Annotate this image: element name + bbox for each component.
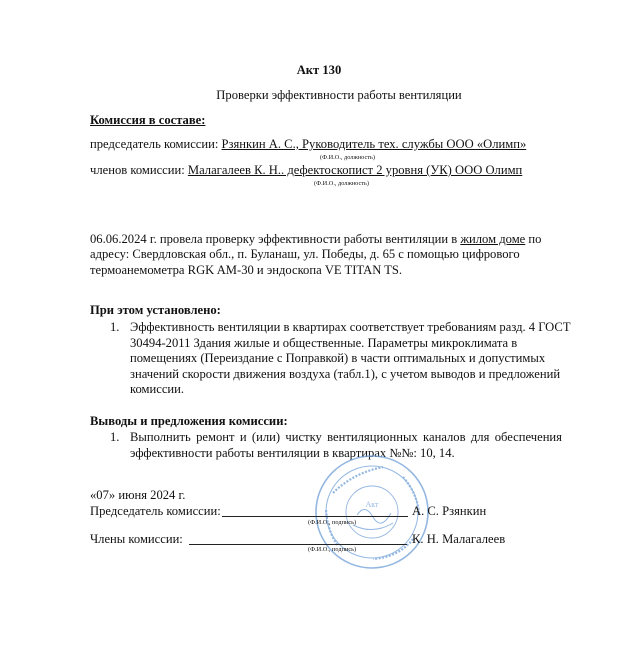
act-title: Акт 130 [296,63,342,77]
chair-signature-line [222,516,408,517]
chair-caption: (Ф.И.О., должность) [320,154,375,161]
chair-prefix: председатель комиссии: [90,137,222,151]
members-caption: (Ф.И.О., должность) [314,180,369,187]
members-signature-label: Члены комиссии: [90,532,183,546]
members-signature-name: К. Н. Малагалеев [412,532,506,546]
chair-line [90,137,526,152]
findings-line: Эффективность вентиляции в квартирах соответствует требованиям разд. 4 ГОСТ [130,320,571,334]
findings-line: значений скорости движения воздуха (табл.1), с учетом выводов и предложений [130,366,561,381]
findings-item [110,320,590,400]
intro-line-3: термоанемометра RGK AM-30 и эндоскопа VE TITAN TS. [90,263,403,277]
findings-item-body [130,320,571,398]
members-line [90,163,522,178]
conclusions-heading: Выводы и предложения комиссии: [90,414,288,428]
findings-line: комиссии. [130,382,185,396]
conclusions-item-number: 1. [110,430,120,444]
stamp-center-ring [346,486,398,538]
findings-item-number: 1. [110,320,120,334]
intro-line-1 [90,232,541,247]
intro-line-2: адресу: Свердловская обл., п. Буланаш, ул. Победы, д. 65 с помощью цифрового [90,247,520,261]
act-subtitle: Проверки эффективности работы вентиляции [216,88,462,102]
intro-line1-before: 06.06.2024 г. провела проверку эффективности работы вентиляции в [90,232,461,246]
members-value: Малагалеев К. Н.. дефектоскопист 2 уровня (УК) ООО Олимп [187,163,523,177]
members-signature-caption: (Ф.И.О., подпись) [308,546,357,553]
intro-line1-after: по [525,232,542,246]
signature-date: «07» июня 2024 г. [90,488,186,502]
stamp-center-text: Акт [365,500,379,509]
conclusions-line: эффективности работы вентиляции в квартирах №№: 10, 14. [130,445,455,460]
chair-signature-caption: (Ф.И.О., подпись) [308,519,357,526]
findings-line: 30494-2011 Здания жилые и общественные. Параметры микроклимата в [130,335,518,350]
findings-heading: При этом установлено: [90,303,221,317]
chair-value: Рзянкин А. С., Руководитель тех. службы ООО «Олимп» [221,137,527,151]
members-prefix: членов комиссии: [90,163,188,177]
conclusions-line: Выполнить ремонт и (или) чистку вентиляционных каналов для обеспечения [130,430,562,444]
members-signature-line [189,544,407,545]
findings-line: помещениях (Переиздание с Поправкой) в части оптимальных и допустимых [130,351,546,365]
intro-link[interactable]: жилом доме [460,232,526,246]
chair-signature-name: А. С. Рзянкин [412,504,487,518]
commission-heading: Комиссия в составе: [90,113,206,127]
stamp-center-mark [353,509,393,529]
chair-signature-label: Председатель комиссии: [90,504,221,518]
